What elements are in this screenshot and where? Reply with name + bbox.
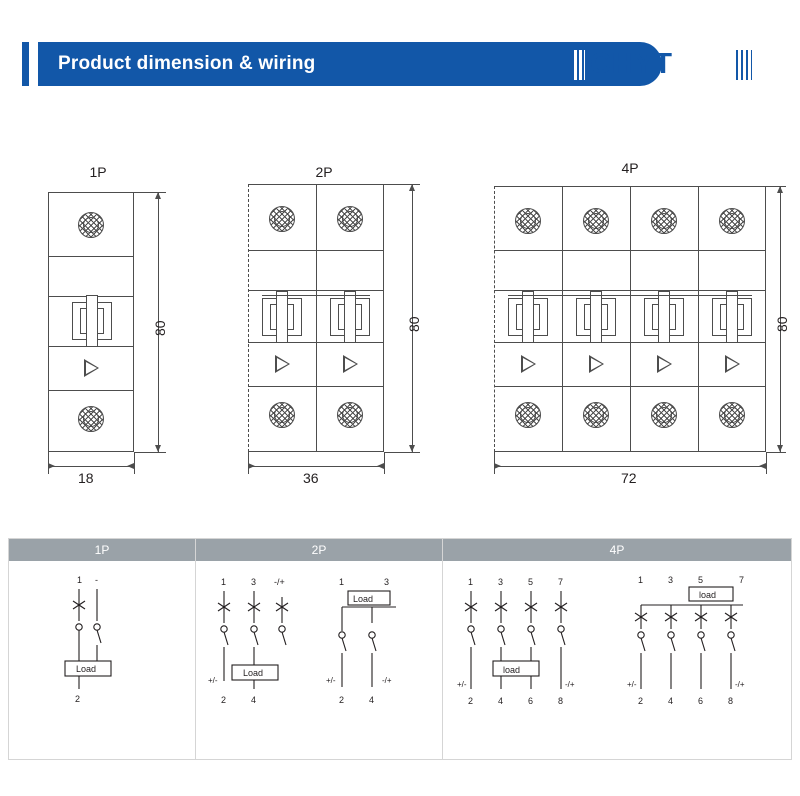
svg-text:+/-: +/- bbox=[457, 680, 467, 689]
dim-1p-height-value: 80 bbox=[152, 320, 168, 336]
dim-4p-height-value: 80 bbox=[774, 316, 790, 332]
terminal-screw-icon bbox=[337, 206, 363, 232]
svg-text:1: 1 bbox=[221, 577, 227, 587]
terminal-label: 1 bbox=[77, 575, 83, 585]
svg-text:+/-: +/- bbox=[208, 676, 218, 685]
svg-text:1: 1 bbox=[468, 577, 474, 587]
terminal-screw-icon bbox=[651, 208, 677, 234]
wiring-col-header-1p: 1P bbox=[94, 543, 110, 557]
load-label: Load bbox=[76, 664, 97, 674]
terminal-screw-icon bbox=[719, 208, 745, 234]
terminal-label: 2 bbox=[75, 694, 81, 704]
svg-text:+/-: +/- bbox=[627, 680, 637, 689]
wiring-diagram-1p bbox=[9, 561, 195, 759]
svg-text:3: 3 bbox=[384, 577, 390, 587]
dim-2p-width-value: 36 bbox=[303, 470, 319, 486]
svg-text:6: 6 bbox=[698, 696, 704, 706]
terminal-screw-icon bbox=[651, 402, 677, 428]
dim-4p-width-value: 72 bbox=[621, 470, 637, 486]
wiring-diagram-2p bbox=[196, 561, 442, 759]
header-accent-tick bbox=[22, 42, 29, 86]
wiring-col-header-4p: 4P bbox=[609, 543, 625, 557]
terminal-label: - bbox=[95, 575, 98, 585]
wiring-diagram-4p bbox=[443, 561, 791, 759]
svg-text:-/+: -/+ bbox=[274, 577, 285, 587]
terminal-screw-icon bbox=[583, 208, 609, 234]
terminal-screw-icon bbox=[719, 402, 745, 428]
svg-text:5: 5 bbox=[528, 577, 534, 587]
dim-group-label-2p: 2P bbox=[315, 164, 333, 180]
logo-left-bars-icon bbox=[572, 50, 585, 80]
svg-text:3: 3 bbox=[668, 575, 674, 585]
wiring-col-header-2p: 2P bbox=[311, 543, 327, 557]
svg-text:8: 8 bbox=[728, 696, 734, 706]
svg-text:1: 1 bbox=[638, 575, 644, 585]
svg-text:2: 2 bbox=[221, 695, 227, 705]
svg-text:-/+: -/+ bbox=[735, 680, 745, 689]
terminal-screw-icon bbox=[269, 206, 295, 232]
svg-text:+/-: +/- bbox=[326, 676, 336, 685]
svg-text:-/+: -/+ bbox=[382, 676, 392, 685]
svg-text:3: 3 bbox=[251, 577, 257, 587]
svg-text:3: 3 bbox=[498, 577, 504, 587]
svg-text:load: load bbox=[699, 590, 717, 600]
svg-text:-/+: -/+ bbox=[565, 680, 575, 689]
logo-text: CHYT bbox=[590, 48, 673, 80]
svg-text:4: 4 bbox=[668, 696, 674, 706]
terminal-screw-icon bbox=[515, 402, 541, 428]
terminal-screw-icon bbox=[78, 212, 104, 238]
dim-2p-height-value: 80 bbox=[406, 316, 422, 332]
terminal-screw-icon bbox=[515, 208, 541, 234]
svg-text:7: 7 bbox=[739, 575, 745, 585]
dim-1p-width-value: 18 bbox=[78, 470, 94, 486]
header-accent-gap bbox=[29, 42, 38, 86]
svg-text:2: 2 bbox=[468, 696, 474, 706]
svg-text:4: 4 bbox=[369, 695, 375, 705]
terminal-screw-icon bbox=[583, 402, 609, 428]
brand-logo bbox=[572, 46, 752, 84]
svg-text:Load: Load bbox=[353, 594, 374, 604]
page-title: Product dimension & wiring bbox=[58, 53, 316, 74]
svg-text:Load: Load bbox=[243, 668, 264, 678]
svg-text:4: 4 bbox=[251, 695, 257, 705]
svg-text:2: 2 bbox=[638, 696, 644, 706]
wiring-table-header bbox=[9, 539, 791, 561]
svg-text:7: 7 bbox=[558, 577, 564, 587]
svg-text:4: 4 bbox=[498, 696, 504, 706]
logo-right-bars-icon bbox=[736, 50, 752, 80]
dimension-drawings bbox=[0, 150, 800, 510]
svg-text:1: 1 bbox=[339, 577, 345, 587]
svg-text:5: 5 bbox=[698, 575, 704, 585]
terminal-screw-icon bbox=[78, 406, 104, 432]
svg-text:6: 6 bbox=[528, 696, 534, 706]
svg-text:8: 8 bbox=[558, 696, 564, 706]
dim-group-label-1p: 1P bbox=[89, 164, 107, 180]
page-header bbox=[0, 38, 800, 92]
wiring-table bbox=[8, 538, 792, 760]
terminal-screw-icon bbox=[269, 402, 295, 428]
terminal-screw-icon bbox=[337, 402, 363, 428]
svg-text:2: 2 bbox=[339, 695, 345, 705]
svg-text:load: load bbox=[503, 665, 521, 675]
dim-group-label-4p: 4P bbox=[621, 160, 639, 176]
